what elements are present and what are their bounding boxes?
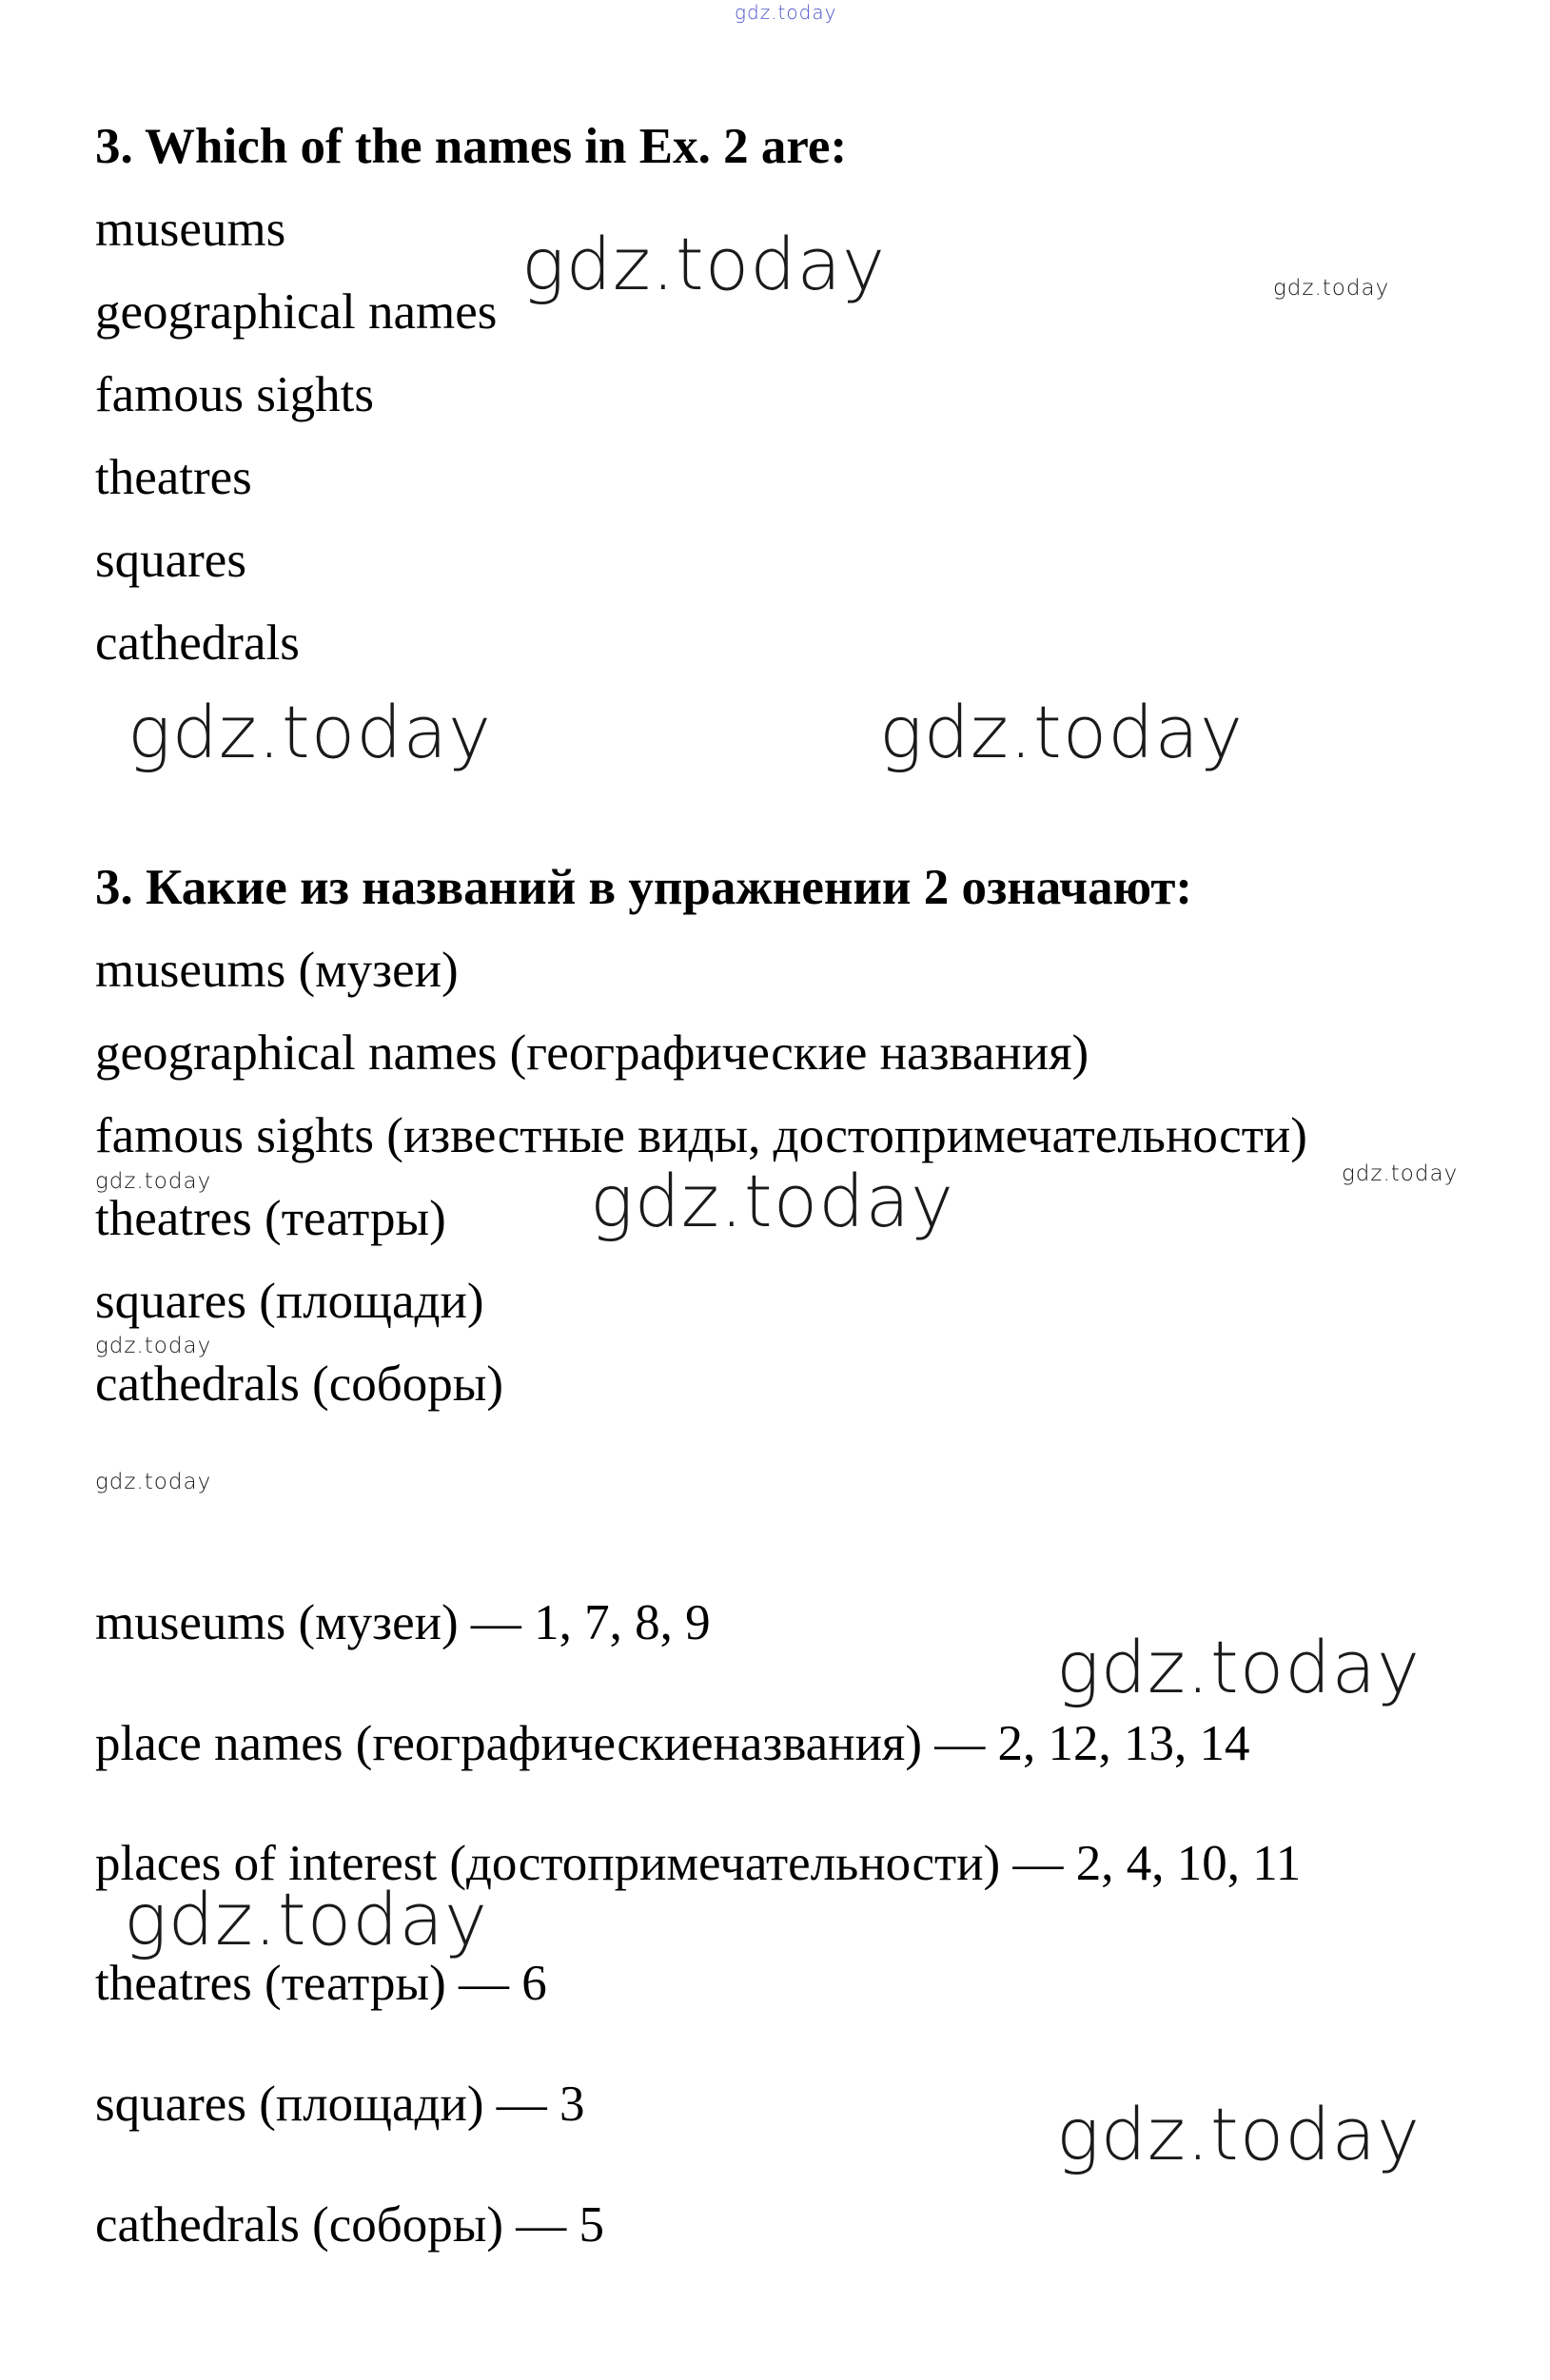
answer-item: squares (площади) — 3	[95, 2077, 585, 2132]
watermark: gdz.today	[1342, 1161, 1459, 1186]
list-item: theatres	[95, 450, 252, 505]
list-item: squares	[95, 533, 246, 588]
watermark: gdz.today	[521, 222, 886, 306]
list-item: museums (музеи)	[95, 943, 459, 998]
list-item: cathedrals (соборы)	[95, 1356, 503, 1412]
watermark: gdz.today	[879, 690, 1244, 774]
answer-item: cathedrals (соборы) — 5	[95, 2197, 604, 2253]
watermark: gdz.today	[95, 1470, 212, 1494]
answer-item: museums (музеи) — 1, 7, 8, 9	[95, 1595, 711, 1650]
watermark-top: gdz.today	[735, 1, 837, 24]
watermark: gdz.today	[124, 1877, 488, 1961]
list-item: theatres (театры)	[95, 1191, 446, 1246]
watermark: gdz.today	[1056, 1625, 1421, 1709]
watermark: gdz.today	[128, 690, 492, 774]
list-item: museums	[95, 202, 286, 257]
list-item: famous sights	[95, 367, 374, 422]
watermark: gdz.today	[590, 1159, 954, 1243]
list-item: famous sights (известные виды, достопримечательности)	[95, 1108, 1307, 1163]
watermark: gdz.today	[95, 1334, 212, 1358]
list-item: cathedrals	[95, 615, 300, 671]
list-item: geographical names	[95, 284, 498, 340]
list-item: squares (площади)	[95, 1274, 484, 1329]
watermark: gdz.today	[1273, 276, 1390, 301]
exercise-heading-ru: 3. Какие из названий в упражнении 2 означают:	[95, 860, 1193, 915]
answer-item: places of interest (достопримечательности) — 2, 4, 10, 11	[95, 1836, 1302, 1891]
watermark: gdz.today	[1056, 2092, 1421, 2176]
exercise-heading-en: 3. Which of the names in Ex. 2 are:	[95, 119, 848, 174]
answer-item: theatres (театры) — 6	[95, 1956, 547, 2011]
watermark: gdz.today	[95, 1169, 212, 1194]
list-item: geographical names (географические названия)	[95, 1025, 1089, 1081]
answer-item: place names (географическиеназвания) — 2, 12, 13, 14	[95, 1716, 1250, 1771]
